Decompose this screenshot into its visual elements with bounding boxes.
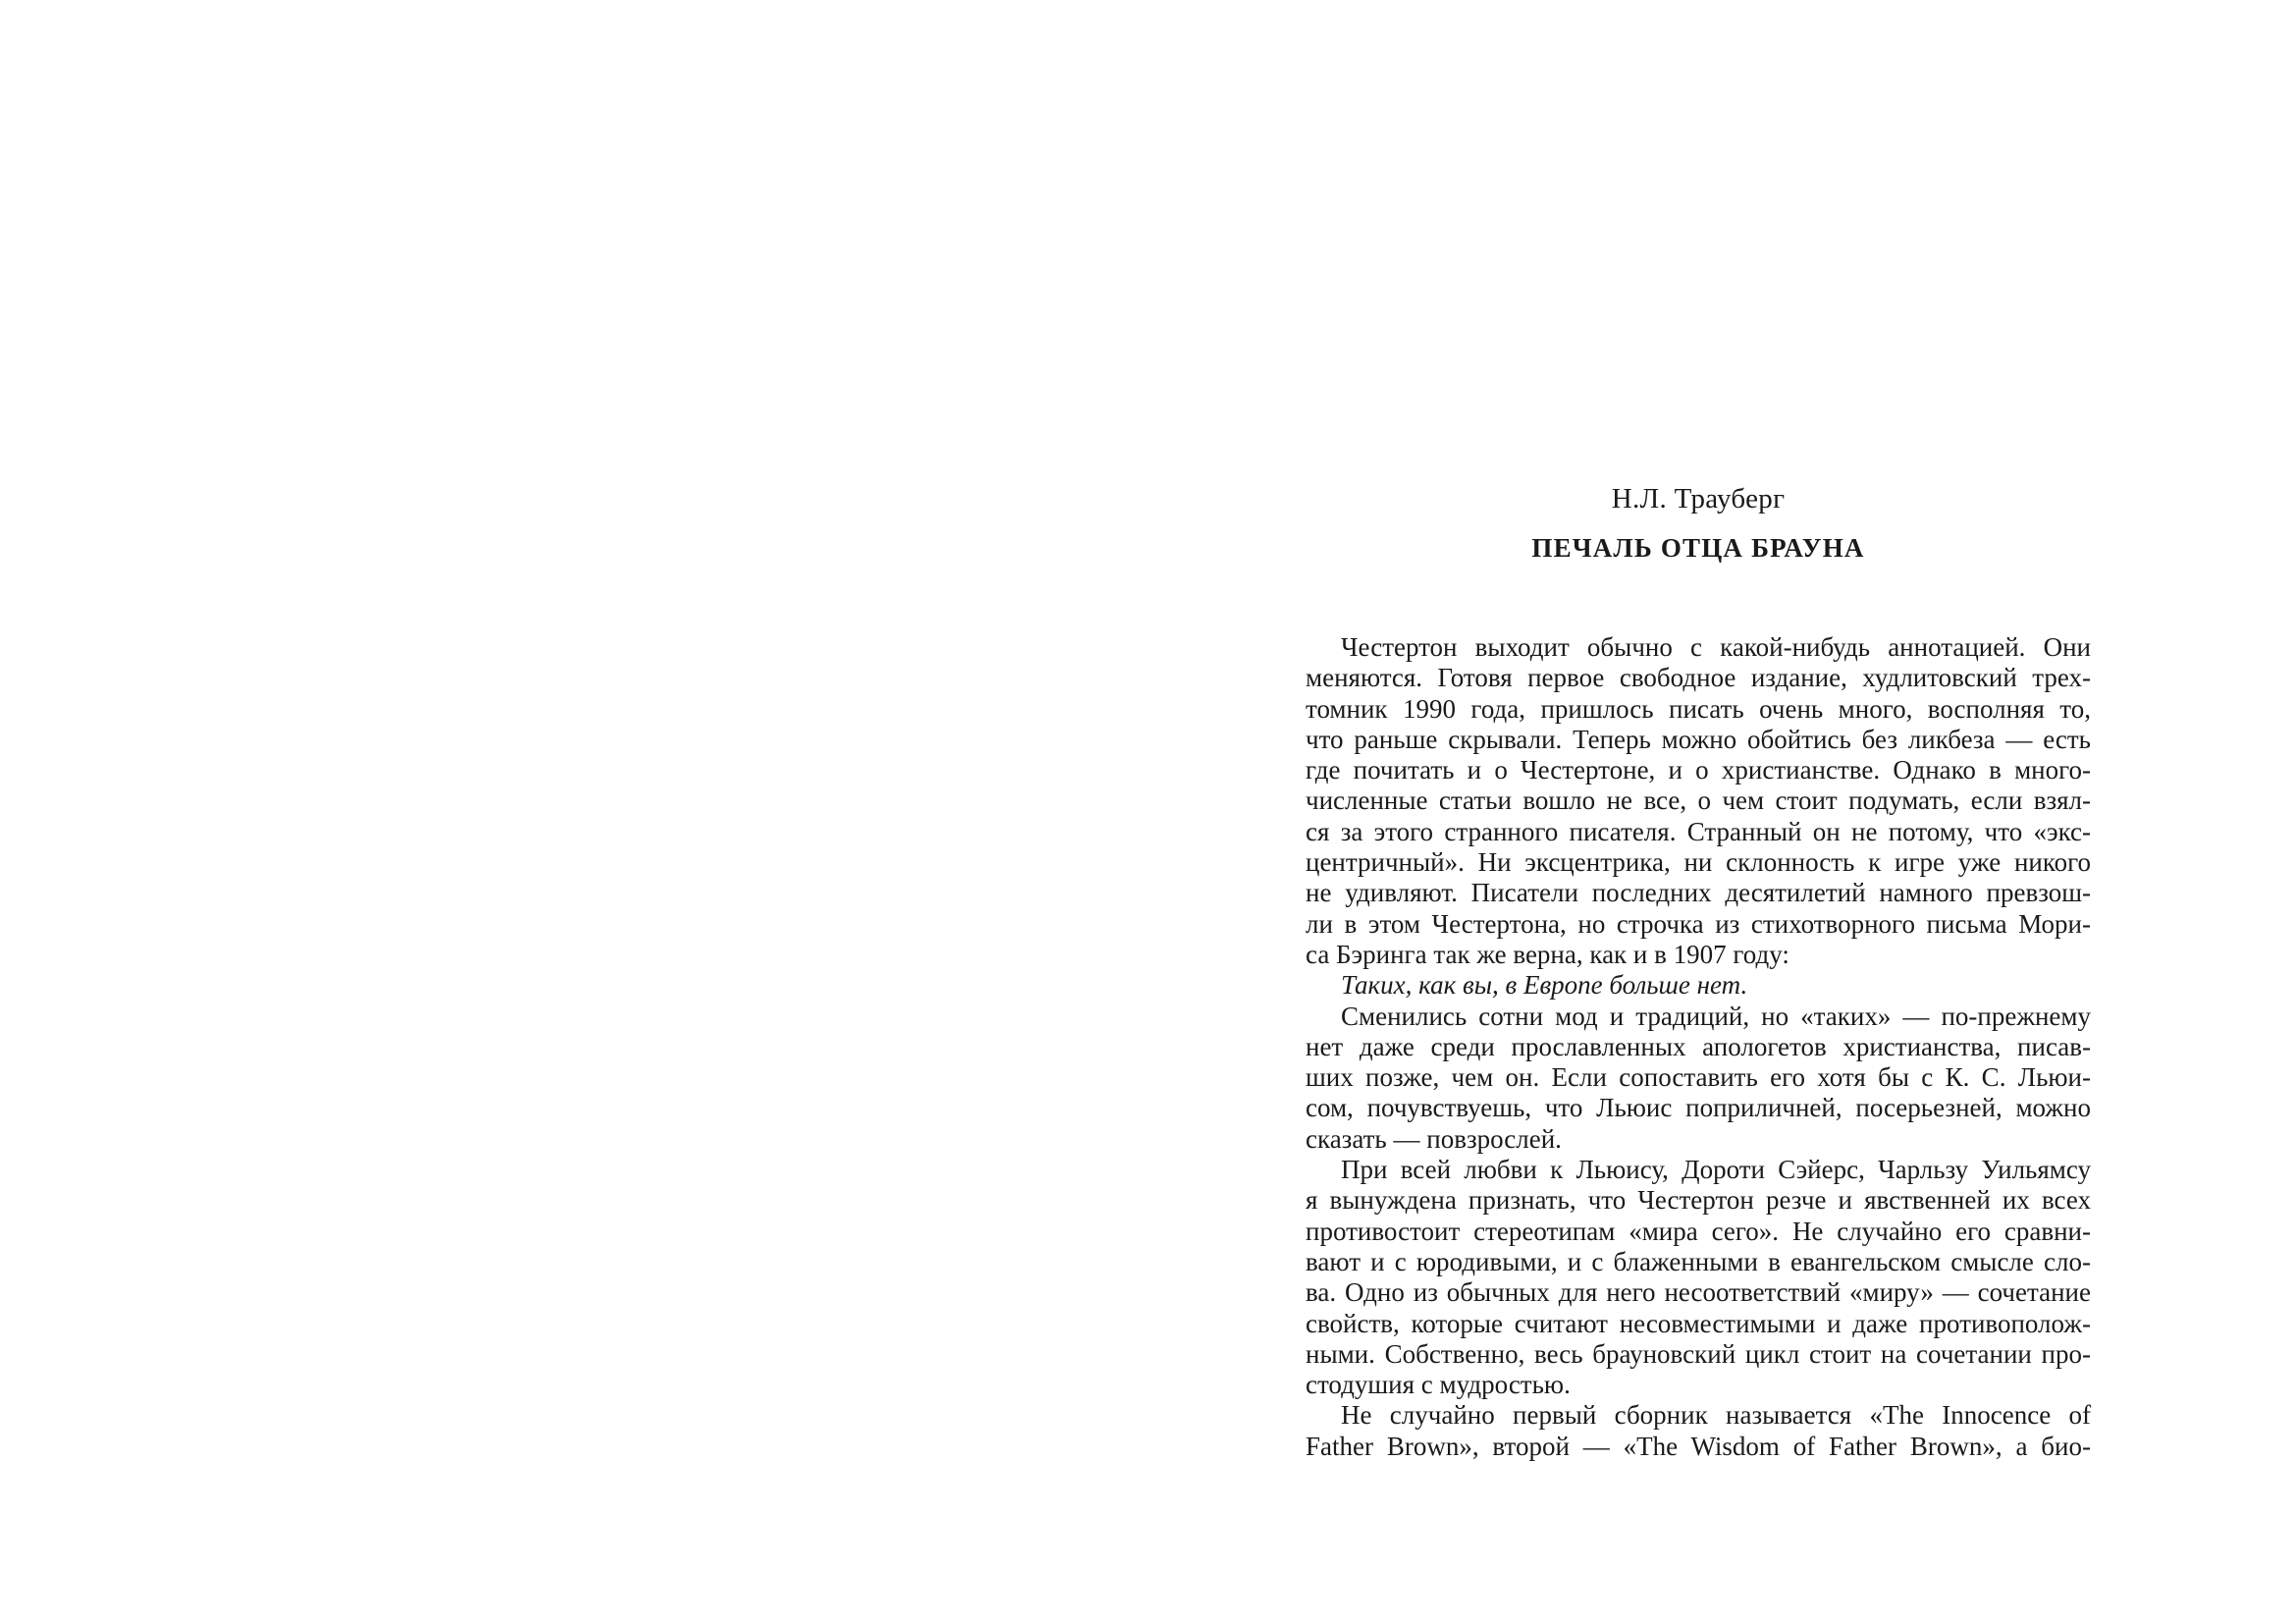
text-line: При всей любви к Льюису, Дороти Сэйерс, Чарльзу Уильямсу — [1341, 1155, 2091, 1185]
text-line: нет даже среди прославленных апологетов христианства, писав- — [1306, 1031, 2091, 1061]
text-line: сказать — повзрослей. — [1306, 1123, 1562, 1154]
paragraph-2 — [1306, 1001, 2091, 1155]
text-line: меняются. Готовя первое свободное издание, худлитовский трех- — [1306, 663, 2091, 693]
text-line: ными. Собственно, весь брауновский цикл стоит на сочетании про- — [1306, 1338, 2091, 1369]
text-line: центричный». Ни эксцентрика, ни склонность к игре уже никого — [1306, 847, 2091, 878]
chapter-title: ПЕЧАЛЬ ОТЦА БРАУНА — [1531, 533, 1865, 563]
verse-quote: Таких, как вы, в Европе больше нет. — [1341, 970, 1748, 1001]
text-line: Честертон выходит обычно с какой-нибудь аннотацией. Они — [1341, 632, 2091, 662]
paragraph-3 — [1306, 1155, 2091, 1400]
text-line: Не случайно первый сборник называется «The Innocence of — [1341, 1400, 2091, 1431]
text-line: ших позже, чем он. Если сопоставить его хотя бы с К. С. Льюи- — [1306, 1062, 2091, 1093]
text-line: Father Brown», второй — «The Wisdom of Father Brown», а био- — [1306, 1431, 2091, 1461]
text-line: я вынуждена признать, что Честертон резче и явственней их всех — [1306, 1185, 2091, 1216]
text-line: численные статьи вошло не все, о чем стоит подумать, если взял- — [1306, 785, 2091, 816]
body-text — [1306, 632, 2091, 1462]
author-name: Н.Л. Трауберг — [1611, 483, 1786, 514]
paragraph-1 — [1306, 632, 2091, 970]
text-line: где почитать и о Честертоне, и о христианстве. Однако в много- — [1306, 755, 2091, 785]
text-line: са Бэринга так же верна, как и в 1907 году: — [1306, 939, 1789, 969]
text-line: свойств, которые считают несовместимыми и даже противополож- — [1306, 1308, 2091, 1338]
text-line: не удивляют. Писатели последних десятилетий намного превзош- — [1306, 878, 2091, 908]
text-line: противостоит стереотипам «мира сего». Не случайно его сравни- — [1306, 1216, 2091, 1246]
text-line: сом, почувствуешь, что Льюис поприличней, посерьезней, можно — [1306, 1093, 2091, 1123]
text-line: Сменились сотни мод и традиций, но «таких» — по-прежнему — [1341, 1001, 2091, 1031]
text-line: ва. Одно из обычных для него несоответствий «миру» — сочетание — [1306, 1277, 2091, 1308]
text-line: вают и с юродивыми, и с блаженными в евангельском смысле сло- — [1306, 1246, 2091, 1276]
text-line: ли в этом Честертона, но строчка из стихотворного письма Мори- — [1306, 908, 2091, 939]
text-line: ся за этого странного писателя. Странный он не потому, что «экс- — [1306, 816, 2091, 846]
paragraph-4 — [1306, 1400, 2091, 1462]
text-line: что раньше скрывали. Теперь можно обойтись без ликбеза — есть — [1306, 724, 2091, 754]
text-line: стодушия с мудростью. — [1306, 1370, 1571, 1400]
text-line: томник 1990 года, пришлось писать очень много, восполняя то, — [1306, 693, 2091, 724]
